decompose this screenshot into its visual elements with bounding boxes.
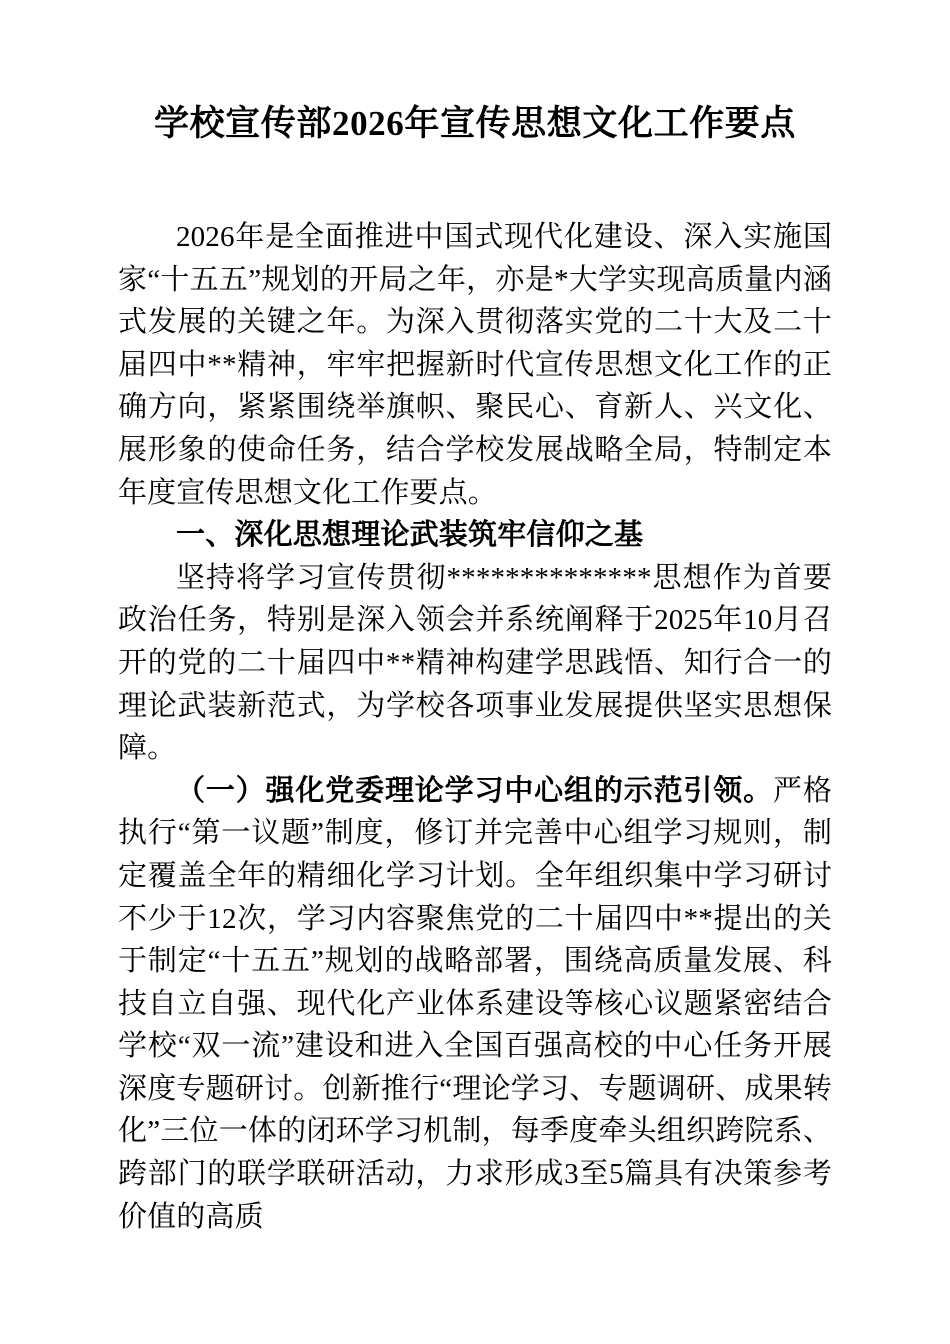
- intro-paragraph: 2026年是全面推进中国式现代化建设、深入实施国家“十五五”规划的开局之年，亦是*大学实现高质量内涵式发展的关键之年。为深入贯彻落实党的二十大及二十届四中**精神，牢牢把握新时代宣传思想文化工作的正确方向，紧紧围绕举旗帜、聚民心、育新人、兴文化、展形象的使命任务，结合学校发展战略全局，特制定本年度宣传思想文化工作要点。: [118, 221, 832, 509]
- section-heading-1: 一、深化思想理论武装筑牢信仰之基: [176, 519, 644, 552]
- item-1-lead: （一）强化党委理论学习中心组的示范引领。: [176, 774, 773, 807]
- document-title: 学校宣传部2026年宣传思想文化工作要点: [153, 104, 796, 143]
- document-body: [118, 0, 832, 1238]
- item-1-body: 严格执行“第一议题”制度，修订并完善中心组学习规则，制定覆盖全年的精细化学习计划。全年组织集中学习研讨不少于12次，学习内容聚焦党的二十届四中**提出的关于制定“十五五”规划的战略部署，围绕高质量发展、科技自立自强、现代化产业体系建设等核心议题紧密结合学校“双一流”建设和进入全国百强高校的中心任务开展深度专题研讨。创新推行“理论学习、专题调研、成果转化”三位一体的闭环学习机制，每季度牵头组织跨院系、跨部门的联学联研活动，力求形成3至5篇具有决策参考价值的高质: [118, 774, 832, 1233]
- item-1-paragraph: [118, 770, 832, 1239]
- section-1-paragraph: 坚持将学习宣传贯彻**************思想作为首要政治任务，特别是深入领会并系统阐释于2025年10月召开的党的二十届四中**精神构建学思践悟、知行合一的理论武装新范式，为学校各项事业发展提供坚实思想保障。: [118, 561, 832, 765]
